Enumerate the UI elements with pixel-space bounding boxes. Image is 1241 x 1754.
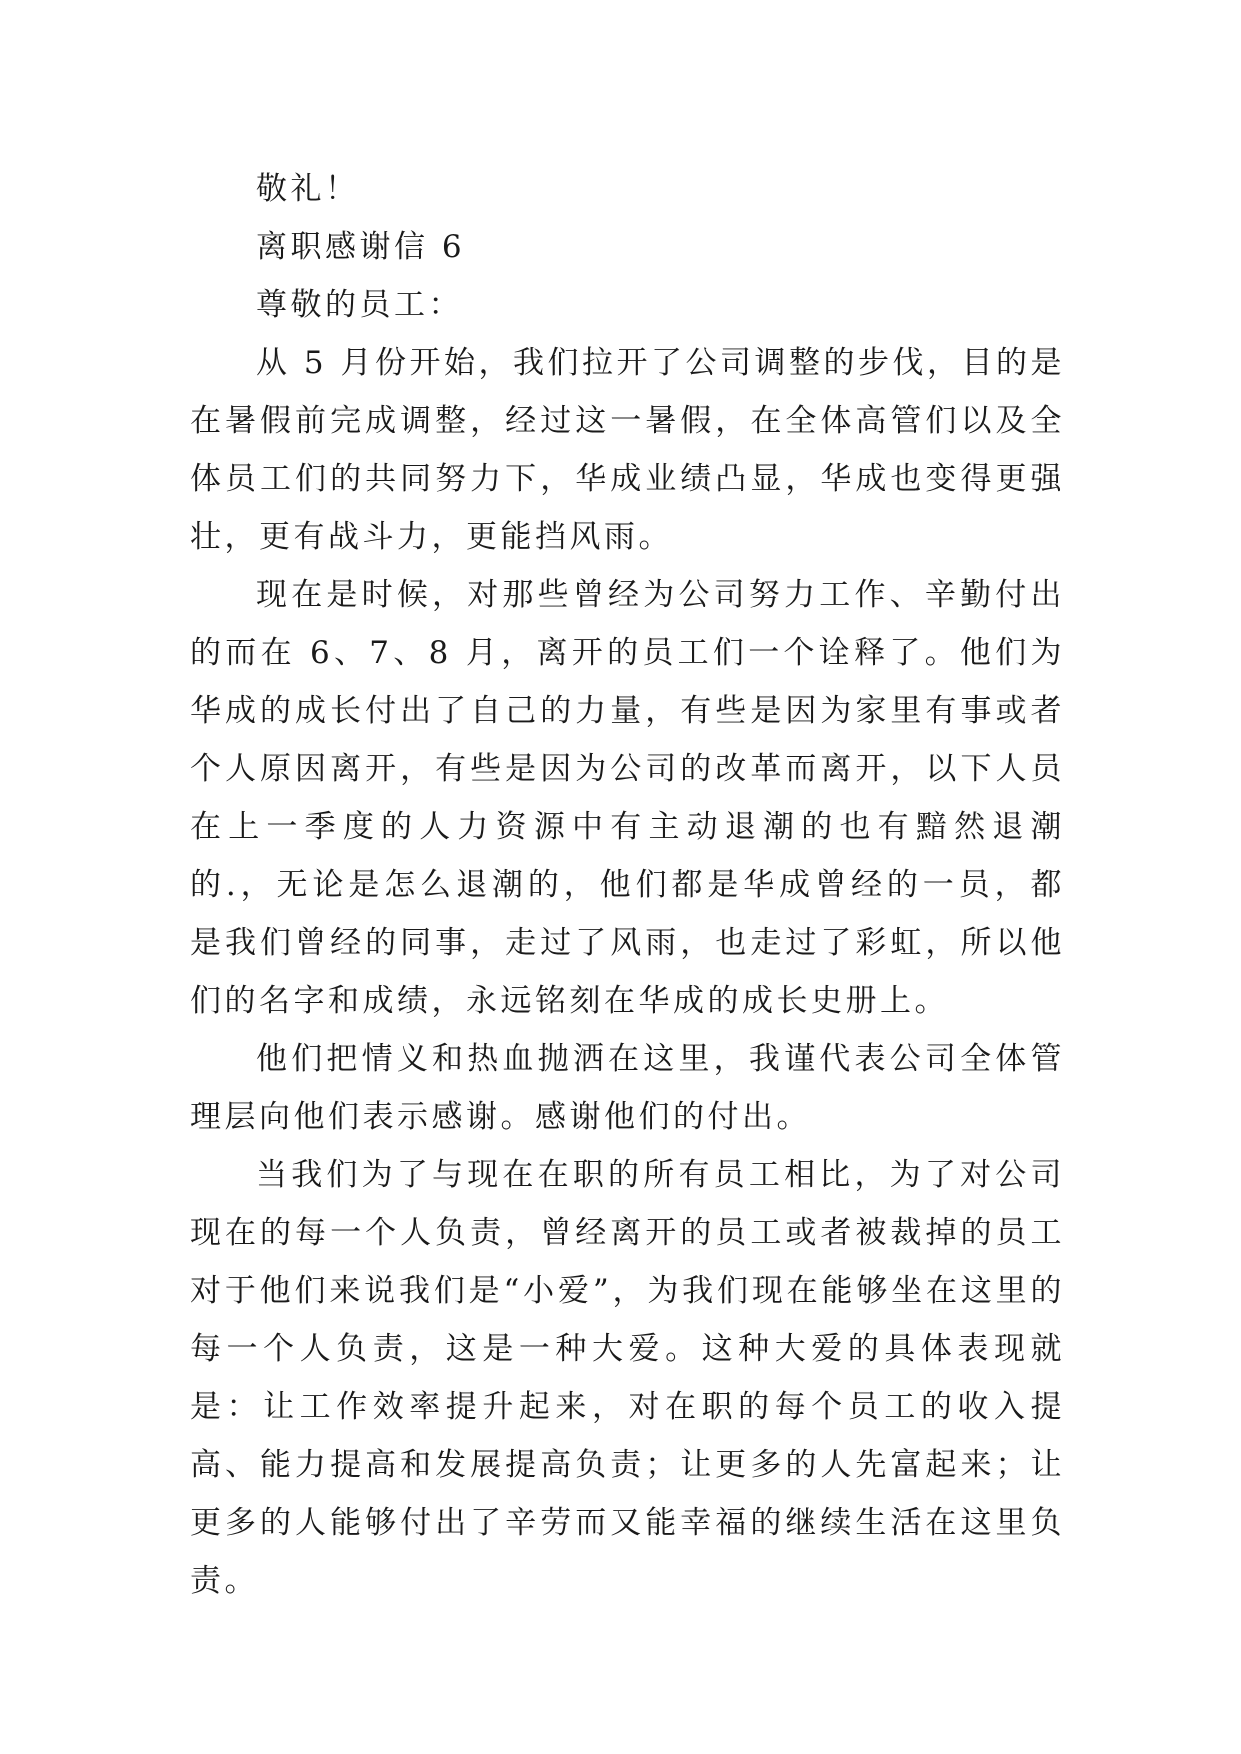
salutation-line: 尊敬的员工： [256,287,463,323]
paragraph: 当我们为了与现在在职的所有员工相比，为了对公司现在的每一个人负责，曾经离开的员工或者被裁掉的员工对于他们来说我们是“小爱”，为我们现在能够坐在这里的每一个人负责，这是一种大爱。这种大爱的具体表现就是：让工作效率提升起来，对在职的每个员工的收入提高、能力提高和发展提高负责；让更多的人先富起来；让更多的人能够付出了辛劳而又能幸福的继续生活在这里负责。 [190,1157,1065,1599]
document-body [190,160,1065,1610]
paragraph: 他们把情义和热血抛洒在这里，我谨代表公司全体管理层向他们表示感谢。感谢他们的付出。 [190,1041,1065,1135]
paragraph: 从 5 月份开始，我们拉开了公司调整的步伐，目的是在暑假前完成调整，经过这一暑假，在全体高管们以及全体员工们的共同努力下，华成业绩凸显，华成也变得更强壮，更有战斗力，更能挡风雨。 [190,345,1065,555]
paragraph: 现在是时候，对那些曾经为公司努力工作、辛勤付出的而在 6、7、8 月，离开的员工们一个诠释了。他们为华成的成长付出了自己的力量，有些是因为家里有事或者个人原因离开，有些是因为公司的改革而离开，以下人员在上一季度的人力资源中有主动退潮的也有黯然退潮的.，无论是怎么退潮的，他们都是华成曾经的一员，都是我们曾经的同事，走过了风雨，也走过了彩虹，所以他们的名字和成绩，永远铭刻在华成的成长史册上。 [190,577,1065,1019]
closing-line: 敬礼！ [256,171,360,207]
letter-title: 离职感谢信 6 [256,229,466,265]
